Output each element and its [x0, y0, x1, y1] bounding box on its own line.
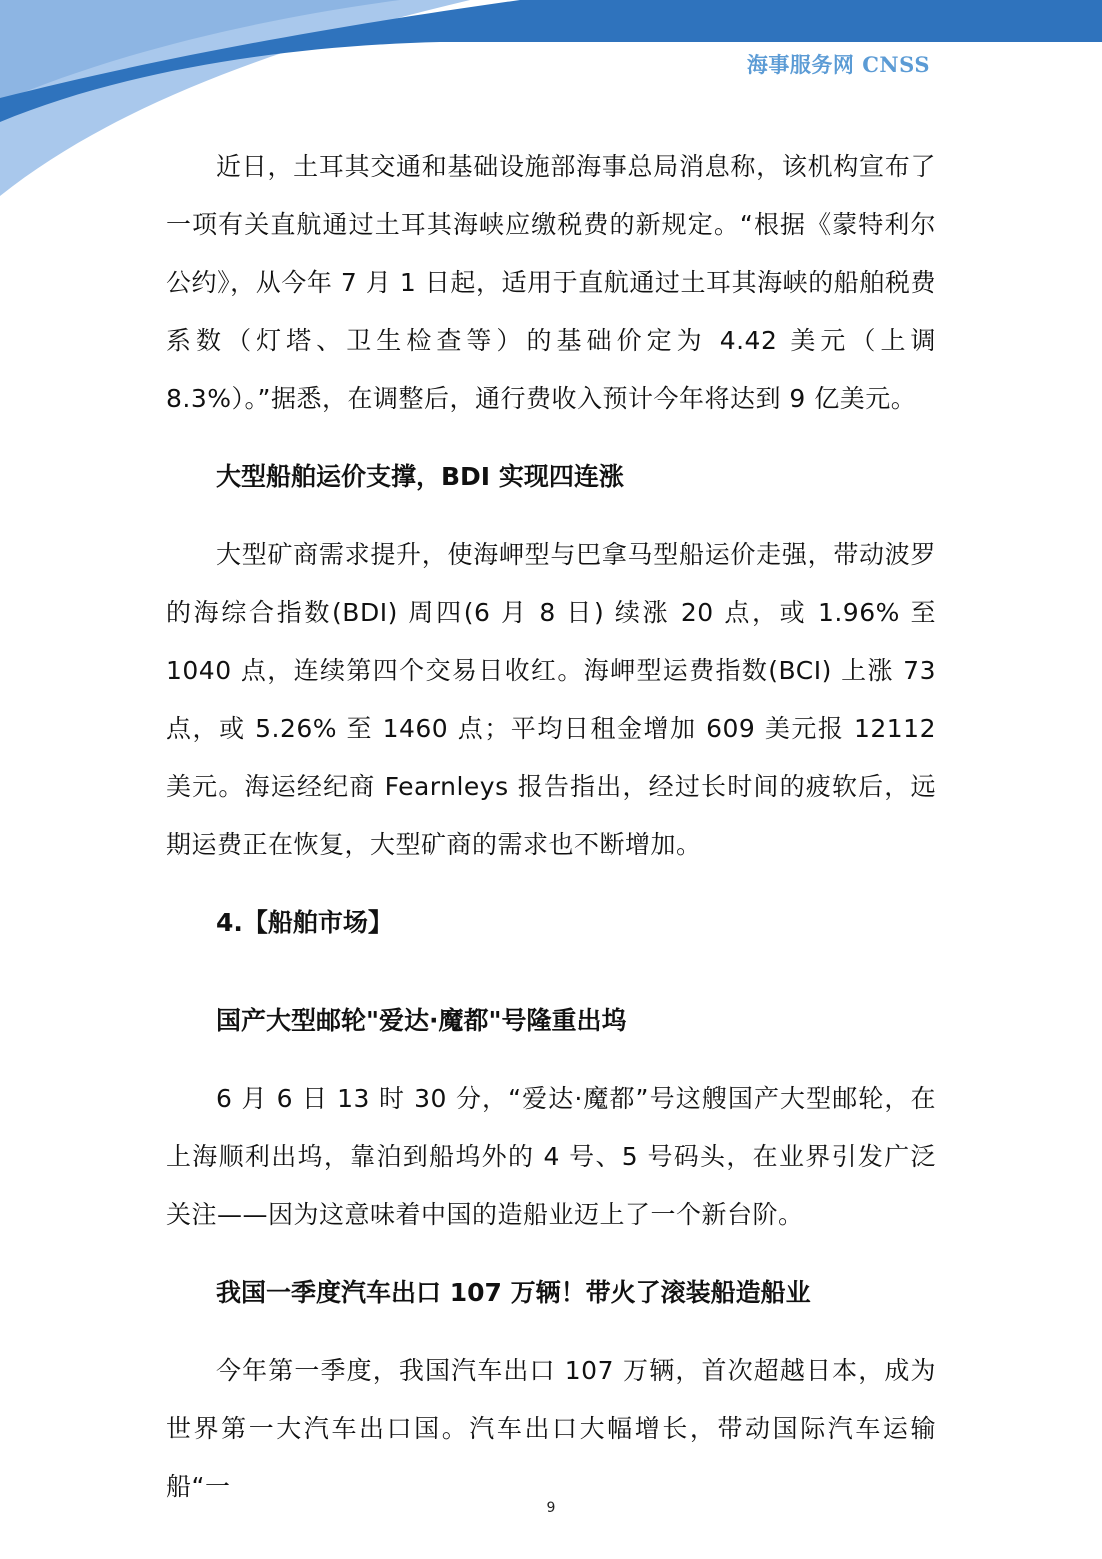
page-number: 9	[546, 1500, 556, 1516]
heading-bdi: 大型船舶运价支撑，BDI 实现四连涨	[216, 462, 624, 491]
heading-cruise-ship: 国产大型邮轮"爱达·魔都"号隆重出坞	[216, 1006, 627, 1035]
document-body	[166, 138, 936, 1516]
brand-header: 海事服务网 CNSS	[746, 52, 930, 77]
heading-car-exports: 我国一季度汽车出口 107 万辆！带火了滚装船造船业	[216, 1278, 811, 1307]
paragraph-cruise-ship: 6 月 6 日 13 时 30 分，“爱达·魔都”号这艘国产大型邮轮，在上海顺利出坞，靠泊到船坞外的 4 号、5 号码头，在业界引发广泛关注——因为这意味着中国的造船业迈上了一个新台阶。	[166, 1084, 936, 1229]
paragraph-car-exports: 今年第一季度，我国汽车出口 107 万辆，首次超越日本，成为世界第一大汽车出口国。汽车出口大幅增长，带动国际汽车运输船“一	[166, 1356, 936, 1501]
paragraph-bdi: 大型矿商需求提升，使海岬型与巴拿马型船运价走强，带动波罗的海综合指数(BDI) 周四(6 月 8 日) 续涨 20 点，或 1.96% 至 1040 点，连续第四个交易日收红。海岬型运费指数(BCI) 上涨 73 点，或 5.26% 至 1460 点；平均日租金增加 609 美元报 12112 美元。海运经纪商 Fearnleys 报告指出，经过长时间的疲软后，远期运费正在恢复，大型矿商的需求也不断增加。	[166, 540, 936, 859]
paragraph-turkish-strait-fees: 近日，土耳其交通和基础设施部海事总局消息称，该机构宣布了一项有关直航通过土耳其海峡应缴税费的新规定。“根据《蒙特利尔公约》，从今年 7 月 1 日起，适用于直航通过土耳其海峡的船舶税费系数（灯塔、卫生检查等）的基础价定为 4.42 美元（上调 8.3%）。”据悉，在调整后，通行费收入预计今年将达到 9 亿美元。	[166, 152, 936, 413]
section-heading-ship-market: 4.【船舶市场】	[216, 908, 393, 937]
